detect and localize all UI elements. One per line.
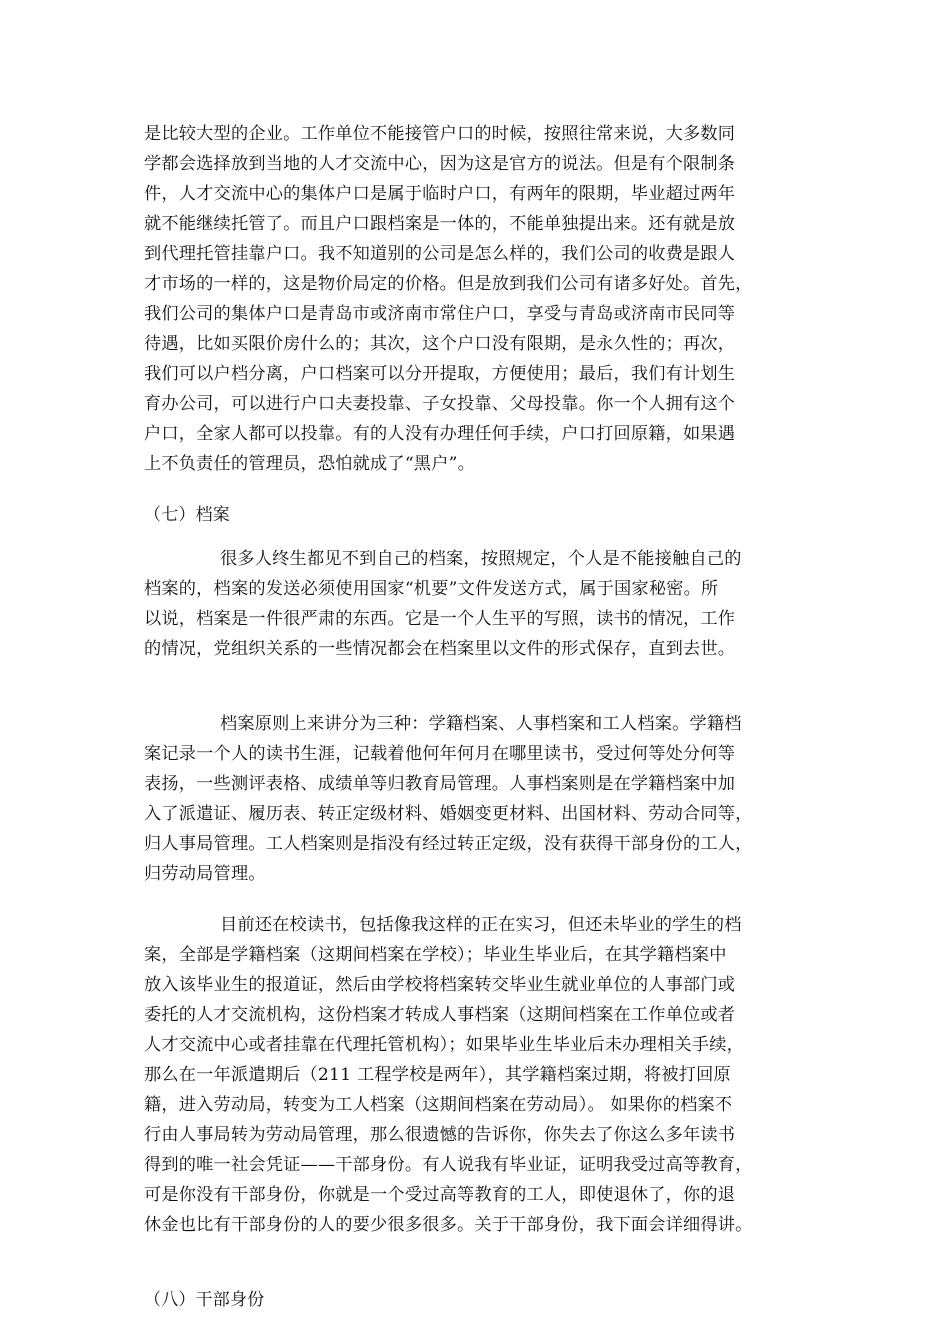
text-line: 是比较大型的企业。工作单位不能接管户口的时候，按照往常来说，大多数同 — [144, 124, 736, 144]
text-line: 表扬，一些测评表格、成绩单等归教育局管理。人事档案则是在学籍档案中加 — [144, 774, 736, 794]
text-line: 籍，进入劳动局，转变为工人档案（这期间档案在劳动局）。 如果你的档案不 — [144, 1095, 733, 1115]
section-heading-cadre-status: （八）干部身份 — [144, 1290, 265, 1310]
text-line: 休金也比有干部身份的人的要少很多很多。关于干部身份，我下面会详细得讲。 — [144, 1215, 753, 1235]
text-line: 人才交流中心或者挂靠在代理托管机构）；如果毕业生毕业后未办理相关手续， — [144, 1035, 744, 1055]
text-line: 档案原则上来讲分为三种：学籍档案、人事档案和工人档案。学籍档 — [220, 714, 742, 734]
text-line: 很多人终生都见不到自己的档案，按照规定，个人是不能接触自己的 — [220, 549, 742, 569]
text-line: 户口，全家人都可以投靠。有的人没有办理任何手续，户口打回原籍，如果遇 — [144, 424, 736, 444]
text-line: 归劳动局管理。 — [144, 864, 266, 884]
text-line: 委托的人才交流机构，这份档案才转成人事档案（这期间档案在工作单位或者 — [144, 1005, 736, 1025]
text-line: 案记录一个人的读书生涯，记载着他何年何月在哪里读书，受过何等处分何等 — [144, 744, 736, 764]
text-line: 就不能继续托管了。而且户口跟档案是一体的，不能单独提出来。还有就是放 — [144, 214, 736, 234]
text-line: 到代理托管挂靠户口。我不知道别的公司是怎么样的，我们公司的收费是跟人 — [144, 244, 736, 264]
text-line: 入了派遣证、履历表、转正定级材料、婚姻变更材料、出国材料、劳动合同等， — [144, 804, 753, 824]
section-heading-archives: （七）档案 — [144, 505, 230, 525]
text-line: 才市场的一样的，这是物价局定的价格。但是放到我们公司有诸多好处。首先， — [144, 274, 753, 294]
text-line: 那么在一年派遣期后（211 工程学校是两年），其学籍档案过期，将被打回原 — [144, 1065, 731, 1085]
text-line: 得到的唯一社会凭证——干部身份。有人说我有毕业证，证明我受过高等教育， — [144, 1155, 753, 1175]
text-line: 的情况，党组织关系的一些情况都会在档案里以文件的形式保存，直到去世。 — [144, 639, 736, 659]
text-line: 放入该毕业生的报道证，然后由学校将档案转交毕业生就业单位的人事部门或 — [144, 975, 736, 995]
text-line: 上不负责任的管理员，恐怕就成了“黑户”。 — [144, 454, 475, 474]
text-line: 待遇，比如买限价房什么的；其次，这个户口没有限期，是永久性的；再次， — [144, 334, 736, 354]
text-line: 育办公司，可以进行户口夫妻投靠、子女投靠、父母投靠。你一个人拥有这个 — [144, 394, 736, 414]
text-line: 目前还在校读书，包括像我这样的正在实习，但还未毕业的学生的档 — [220, 915, 742, 935]
text-line: 行由人事局转为劳动局管理，那么很遗憾的告诉你，你失去了你这么多年读书 — [144, 1125, 736, 1145]
text-line: 件，人才交流中心的集体户口是属于临时户口，有两年的限期，毕业超过两年 — [144, 184, 736, 204]
text-line: 档案的，档案的发送必须使用国家“机要”文件发送方式，属于国家秘密。所 — [144, 579, 719, 599]
text-line: 我们可以户档分离，户口档案可以分开提取，方便使用；最后，我们有计划生 — [144, 364, 736, 384]
text-line: 我们公司的集体户口是青岛市或济南市常住户口，享受与青岛或济南市民同等 — [144, 304, 736, 324]
text-line: 学都会选择放到当地的人才交流中心，因为这是官方的说法。但是有个限制条 — [144, 154, 736, 174]
text-line: 以说，档案是一件很严肃的东西。它是一个人生平的写照，读书的情况，工作 — [144, 609, 736, 629]
text-line: 可是你没有干部身份，你就是一个受过高等教育的工人，即使退休了，你的退 — [144, 1185, 736, 1205]
text-line: 案，全部是学籍档案（这期间档案在学校）；毕业生毕业后，在其学籍档案中 — [144, 945, 727, 965]
text-line: 归人事局管理。工人档案则是指没有经过转正定级，没有获得干部身份的工人， — [144, 834, 753, 854]
